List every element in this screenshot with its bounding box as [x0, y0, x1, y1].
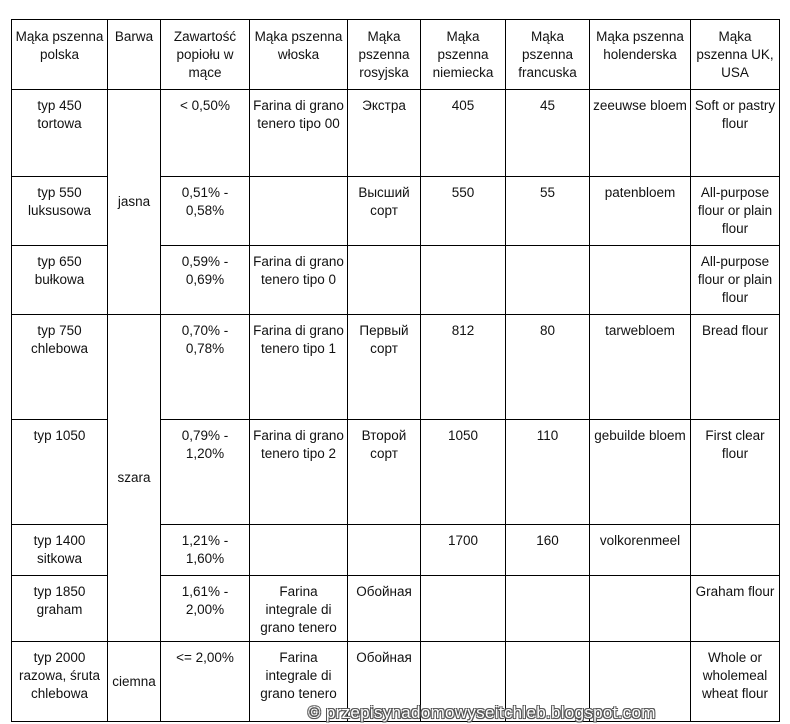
french-cell: 160 [506, 525, 590, 576]
uk-usa-cell: Whole or wholemeal wheat flour [691, 642, 780, 722]
ash-cell: 1,21% - 1,60% [161, 525, 250, 576]
ash-cell: 0,70% - 0,78% [161, 315, 250, 420]
italian-cell: Farina di grano tenero tipo 0 [250, 246, 348, 315]
polish-type-cell: typ 750 chlebowa [12, 315, 108, 420]
russian-cell: Первый сорт [348, 315, 421, 420]
ash-cell: 0,79% - 1,20% [161, 420, 250, 525]
german-cell: 405 [421, 90, 506, 177]
french-cell: 110 [506, 420, 590, 525]
color-cell-dark: ciemna [108, 642, 161, 722]
uk-usa-cell: First clear flour [691, 420, 780, 525]
russian-cell [348, 246, 421, 315]
color-cell-light: jasna [108, 90, 161, 315]
polish-type-cell: typ 550 luksusowa [12, 177, 108, 246]
header-german: Mąka pszenna niemiecka [421, 20, 506, 90]
ash-cell: 0,51% - 0,58% [161, 177, 250, 246]
color-cell-grey: szara [108, 315, 161, 642]
header-dutch: Mąka pszenna holenderska [590, 20, 691, 90]
uk-usa-cell [691, 525, 780, 576]
italian-cell [250, 177, 348, 246]
french-cell: 55 [506, 177, 590, 246]
italian-cell [250, 525, 348, 576]
uk-usa-cell: All-purpose flour or plain flour [691, 177, 780, 246]
header-color: Barwa [108, 20, 161, 90]
italian-cell: Farina di grano tenero tipo 00 [250, 90, 348, 177]
italian-cell: Farina di grano tenero tipo 2 [250, 420, 348, 525]
russian-cell: Высший сорт [348, 177, 421, 246]
russian-cell: Второй сорт [348, 420, 421, 525]
header-row [12, 20, 780, 90]
table-row [12, 90, 780, 177]
russian-cell: Экстра [348, 90, 421, 177]
polish-type-cell: typ 450 tortowa [12, 90, 108, 177]
dutch-cell: patenbloem [590, 177, 691, 246]
russian-cell: Обойная [348, 642, 421, 722]
french-cell: 45 [506, 90, 590, 177]
german-cell [421, 576, 506, 642]
russian-cell [348, 525, 421, 576]
dutch-cell: volkorenmeel [590, 525, 691, 576]
german-cell: 550 [421, 177, 506, 246]
polish-type-cell: typ 650 bułkowa [12, 246, 108, 315]
header-italian: Mąka pszenna włoska [250, 20, 348, 90]
german-cell: 1700 [421, 525, 506, 576]
polish-type-cell: typ 1400 sitkowa [12, 525, 108, 576]
uk-usa-cell: Bread flour [691, 315, 780, 420]
ash-cell: < 0,50% [161, 90, 250, 177]
header-uk-usa: Mąka pszenna UK, USA [691, 20, 780, 90]
ash-cell: 1,61% - 2,00% [161, 576, 250, 642]
polish-type-cell: typ 2000 razowa, śruta chlebowa [12, 642, 108, 722]
header-polish: Mąka pszenna polska [12, 20, 108, 90]
dutch-cell: zeeuwse bloem [590, 90, 691, 177]
polish-type-cell: typ 1850 graham [12, 576, 108, 642]
italian-cell: Farina integrale di grano tenero [250, 576, 348, 642]
header-russian: Mąka pszenna rosyjska [348, 20, 421, 90]
ash-cell: <= 2,00% [161, 642, 250, 722]
table-row [12, 315, 780, 420]
german-cell [421, 246, 506, 315]
uk-usa-cell: All-purpose flour or plain flour [691, 246, 780, 315]
uk-usa-cell: Graham flour [691, 576, 780, 642]
dutch-cell [590, 246, 691, 315]
german-cell: 812 [421, 315, 506, 420]
ash-cell: 0,59% - 0,69% [161, 246, 250, 315]
german-cell: 1050 [421, 420, 506, 525]
dutch-cell [590, 576, 691, 642]
french-cell: 80 [506, 315, 590, 420]
french-cell [506, 576, 590, 642]
flour-comparison-table [11, 19, 780, 722]
italian-cell: Farina integrale di grano tenero [250, 642, 348, 722]
dutch-cell: tarwebloem [590, 315, 691, 420]
uk-usa-cell: Soft or pastry flour [691, 90, 780, 177]
dutch-cell: gebuilde bloem [590, 420, 691, 525]
polish-type-cell: typ 1050 [12, 420, 108, 525]
french-cell [506, 246, 590, 315]
header-french: Mąka pszenna francuska [506, 20, 590, 90]
copyright-watermark: © przepisynadomowyseitchleb.blogspot.com [308, 703, 656, 722]
russian-cell: Обойная [348, 576, 421, 642]
italian-cell: Farina di grano tenero tipo 1 [250, 315, 348, 420]
header-ash-content: Zawartość popiołu w mące [161, 20, 250, 90]
